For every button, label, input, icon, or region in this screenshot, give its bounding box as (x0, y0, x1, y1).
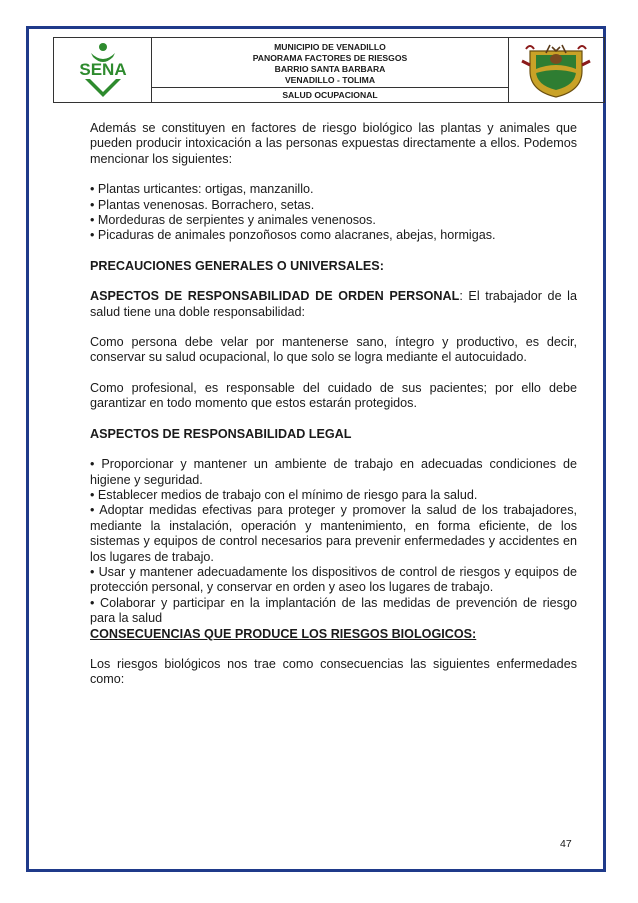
document-body (90, 121, 577, 688)
persona-paragraph: Como persona debe velar por mantenerse sano, íntegro y productivo, es decir, conservar su salud ocupacional, lo que solo se logra mediante el autocuidado. (90, 335, 577, 365)
intro-paragraph: Además se constituyen en factores de riesgo biológico las plantas y animales que pueden producir intoxicación a las personas expuestas directamente a ellos. Podemos mencionar los siguientes: (90, 121, 577, 166)
header-title-cell (152, 38, 507, 102)
list-item: • Proporcionar y mantener un ambiente de trabajo en adecuadas condiciones de higiene y seguridad. (90, 457, 577, 487)
list-item: • Plantas urticantes: ortigas, manzanillo. (90, 182, 314, 197)
header-line-panorama: PANORAMA FACTORES DE RIESGOS (252, 52, 408, 63)
list-item: • Adoptar medidas efectivas para proteger y promover la salud de los trabajadores, mediante la instalación, operación y mantenimiento, en forma eficiente, de los sistemas y equipos de control necesarios para prevenir enfermedades y accidentes en los lugares de trabajo. (90, 503, 577, 564)
header-line-barrio: BARRIO SANTA BARBARA (274, 63, 386, 74)
page-number: 47 (560, 838, 572, 850)
heading-precautions: PRECAUCIONES GENERALES O UNIVERSALES: (90, 258, 384, 273)
header-title-block (152, 38, 507, 88)
list-item: • Establecer medios de trabajo con el mínimo de riesgo para la salud. (90, 487, 478, 502)
municipal-crest-icon (516, 41, 596, 99)
profesional-paragraph: Como profesional, es responsable del cuidado de sus pacientes; por ello debe garantizar en todo momento que estos estarán protegidos. (90, 380, 577, 411)
sena-logo-icon (63, 41, 143, 99)
heading-consequences: CONSECUENCIAS QUE PRODUCE LOS RIESGOS BIOLOGICOS: (90, 626, 477, 641)
list-item: • Usar y mantener adecuadamente los dispositivos de control de riesgos y equipos de protección personal, y conservar en orden y aseo los lugares de trabajo. (90, 564, 577, 595)
crest-cell (508, 38, 604, 102)
list-item: • Picaduras de animales ponzoñosos como alacranes, abejas, hormigas. (90, 228, 496, 243)
document-header (53, 37, 605, 103)
list-item: • Mordeduras de serpientes y animales venenosos. (90, 213, 376, 228)
sena-logo-cell (54, 38, 152, 102)
heading-legal: ASPECTOS DE RESPONSABILIDAD LEGAL (90, 426, 352, 441)
heading-personal: ASPECTOS DE RESPONSABILIDAD DE ORDEN PERSONAL (90, 289, 460, 304)
personal-paragraph (90, 289, 577, 320)
list-item: • Colaborar y participar en la implantación de las medidas de prevención de riesgo para la salud (90, 595, 577, 626)
header-line-location: VENADILLO - TOLIMA (284, 74, 376, 85)
sena-logo-text: SENA (79, 60, 127, 79)
consequences-paragraph: Los riesgos biológicos nos trae como consecuencias las siguientes enfermedades como: (90, 656, 577, 687)
personal-text: : El trabajador de la salud tiene una doble responsabilidad: (90, 289, 577, 319)
header-subtitle: SALUD OCUPACIONAL (282, 90, 378, 100)
list-item: • Plantas venenosas. Borrachero, setas. (90, 197, 315, 212)
header-line-municipio: MUNICIPIO DE VENADILLO (274, 41, 386, 52)
